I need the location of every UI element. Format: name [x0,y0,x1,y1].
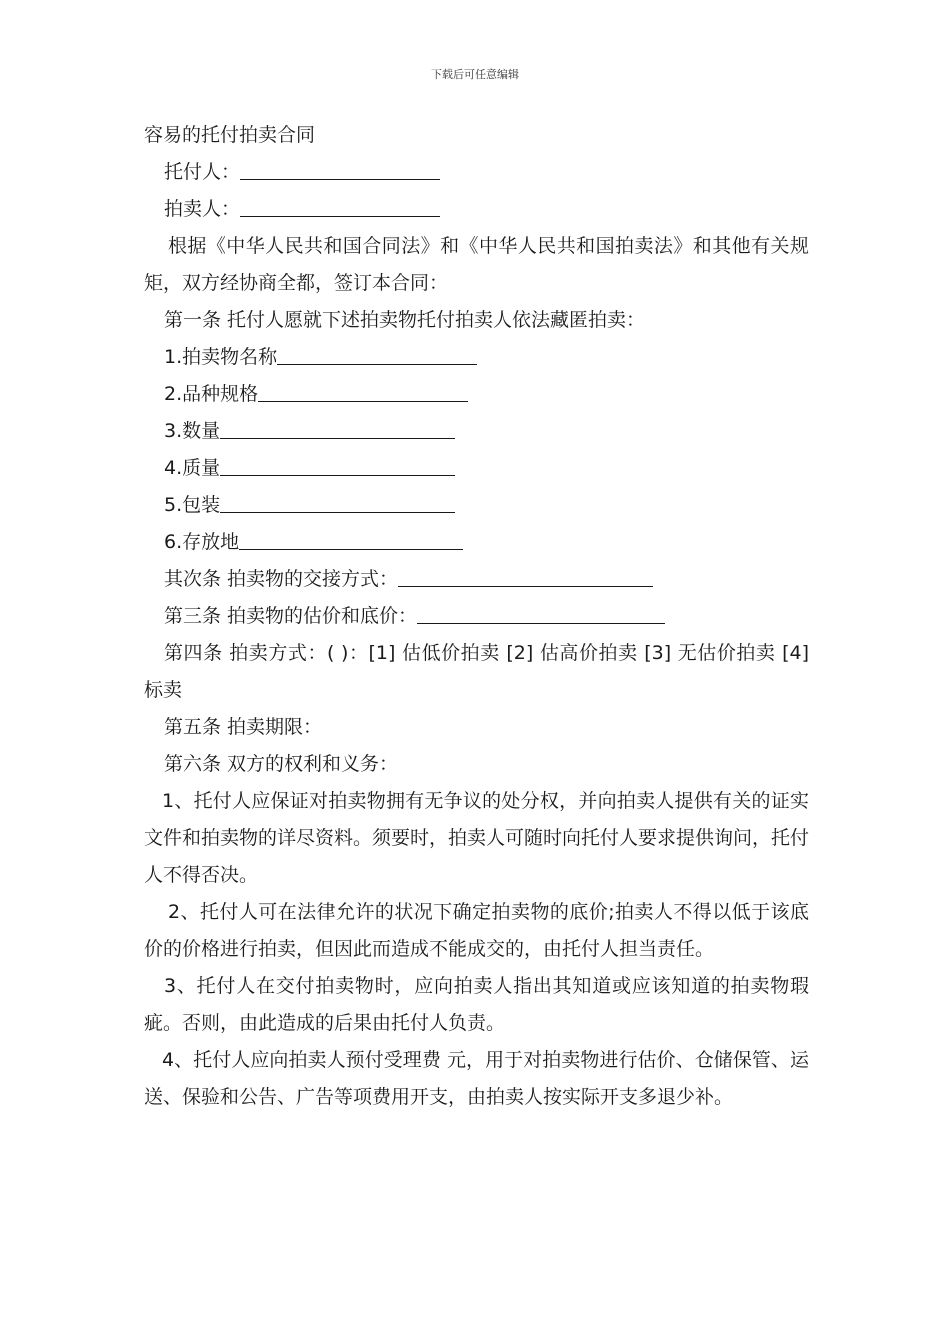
article-2-blank [398,564,653,587]
article-2-line [144,561,809,598]
article-1: 第一条 托付人愿就下述拍卖物托付拍卖人依法藏匿拍卖： [164,309,646,331]
article-3-blank [417,601,665,624]
clause-1: 1、托付人应保证对拍卖物拥有无争议的处分权，并向拍卖人提供有关的证实文件和拍卖物的详尽资料。须要时，拍卖人可随时向托付人要求提供询问，托付人不得否决。 [144,790,810,886]
contract-title: 容易的托付拍卖合同 [144,124,316,146]
item-label: 3.数量 [164,420,221,442]
consignor-label: 托付人： [164,161,241,183]
consignor-line [144,154,809,191]
article-2: 其次条 拍卖物的交接方式： [164,568,399,590]
preamble: 根据《中华人民共和国合同法》和《中华人民共和国拍卖法》和其他有关规矩，双方经协商全都，签订本合同： [144,235,809,294]
auctioneer-blank [240,194,440,217]
clause-2: 2、托付人可在法律允许的状况下确定拍卖物的底价;拍卖人不得以低于该底价的价格进行拍卖，但因此而造成不能成交的，由托付人担当责任。 [144,901,809,960]
article-3: 第三条 拍卖物的估价和底价： [164,605,418,627]
item-label: 6.存放地 [164,531,240,553]
clause-4: 4、托付人应向拍卖人预付受理费 元，用于对拍卖物进行估价、仓储保管、运送、保验和公告、广告等项费用开支，由拍卖人按实际开支多退少补。 [144,1049,809,1108]
article-3-line [144,598,809,635]
page-header-note: 下载后可任意编辑 [431,68,519,81]
item-blank [220,490,455,513]
auctioneer-label: 拍卖人： [164,198,241,220]
item-blank [220,416,455,439]
item-blank [239,527,463,550]
item-label: 4.质量 [164,457,221,479]
item-label: 1.拍卖物名称 [164,346,278,368]
item-label: 5.包装 [164,494,221,516]
contract-body [144,117,809,1116]
item-line [144,376,809,413]
item-line [144,339,809,376]
item-blank [220,453,455,476]
consignor-blank [240,157,440,180]
article-4: 第四条 拍卖方式：( )：[1] 估低价拍卖 [2] 估高价拍卖 [3] 无估价拍卖 [4] 标卖 [144,642,809,701]
item-label: 2.品种规格 [164,383,259,405]
item-line [144,487,809,524]
article-6: 第六条 双方的权利和义务： [164,753,399,775]
item-blank [277,342,477,365]
item-blank [258,379,468,402]
clause-3: 3、托付人在交付拍卖物时，应向拍卖人指出其知道或应该知道的拍卖物瑕疵。否则，由此造成的后果由托付人负责。 [144,975,809,1034]
item-line [144,413,809,450]
item-line [144,524,809,561]
auctioneer-line [144,191,809,228]
item-line [144,450,809,487]
article-5: 第五条 拍卖期限： [164,716,323,738]
